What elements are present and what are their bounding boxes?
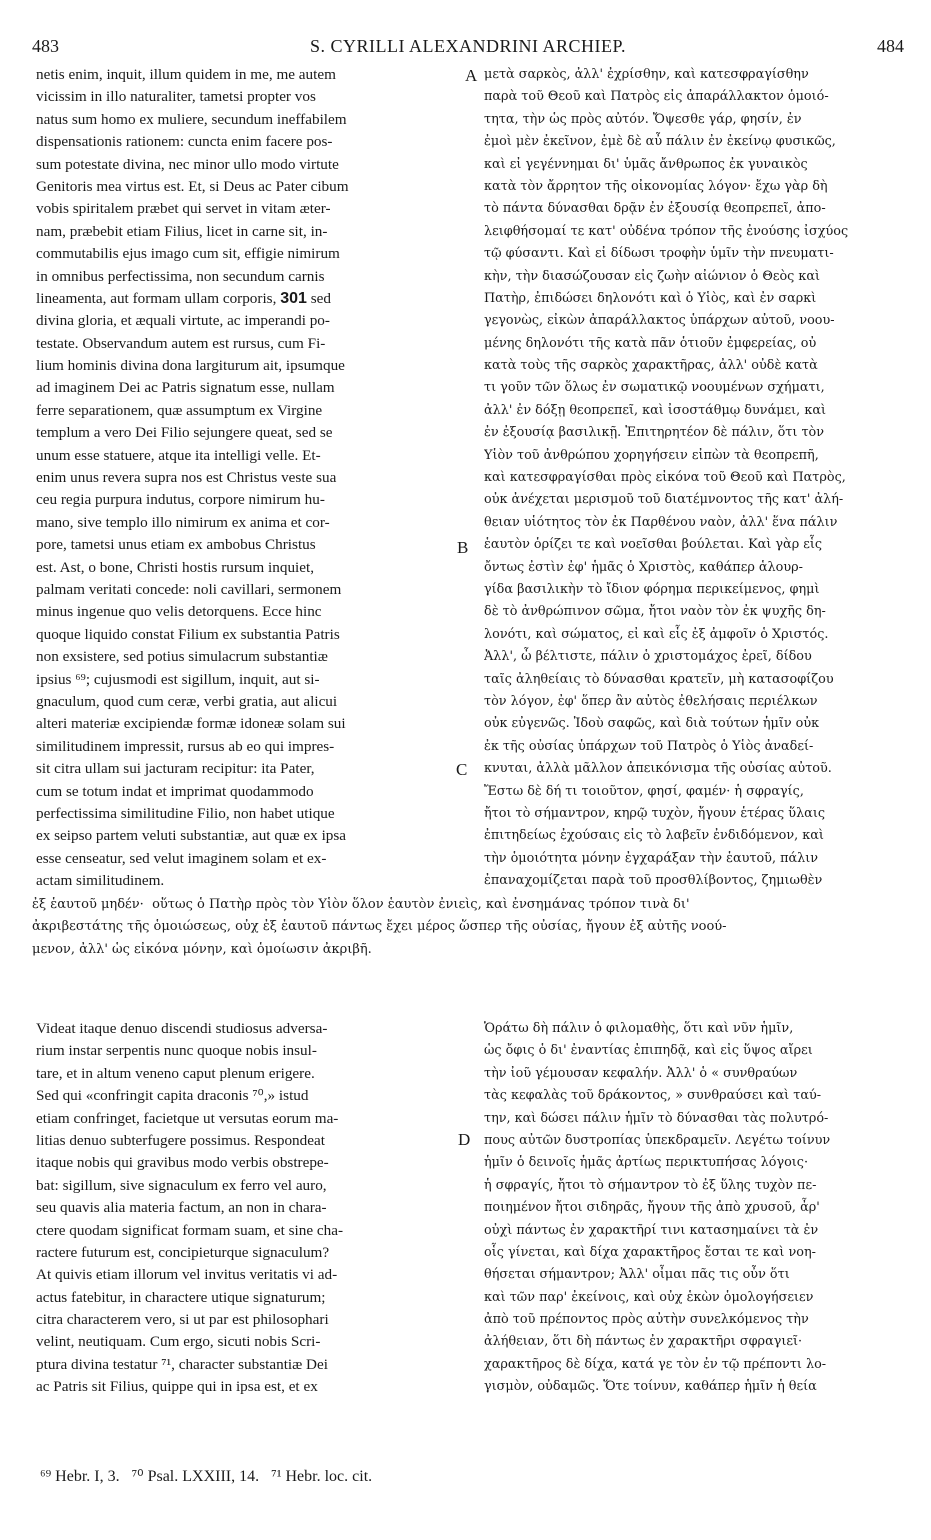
running-header	[32, 36, 904, 60]
latin-text-line: ceu regia purpura indutus, corpore nimirum hu-	[36, 491, 325, 509]
greek-text-line: καὶ τῶν παρ' ἐκείνοις, καὶ οὐχ ἑκὼν ὁμολογήσειεν	[484, 1289, 814, 1305]
section-marker-c: C	[456, 760, 468, 779]
greek-text-line: θειαν υἱότητος τὸν ἐκ Παρθένου ναὸν, ἀλλ' ἕνα πάλιν	[484, 514, 838, 530]
latin-text-line: ex seipso partem veluti substantiæ, aut quæ ex ipsa	[36, 827, 347, 845]
latin-text-line: sum potestate divina, nec minor ullo modo virtute	[36, 155, 339, 173]
greek-text-line: ἑαυτὸν ὁρίζει τε καὶ νοεῖσθαι βούλεται. Καὶ γὰρ εἷς	[484, 537, 823, 553]
latin-text-line: similitudinem impressit, rursus ab eo qui impres-	[36, 737, 335, 755]
footnotes: ⁶⁹ Hebr. I, 3. ⁷⁰ Psal. LXXIII, 14. ⁷¹ Hebr. loc. cit.	[40, 1468, 373, 1485]
latin-text-line: citra characterem vero, si ut par est philosophari	[36, 1311, 329, 1329]
latin-text-line: bat: sigillum, sive signaculum ex ferro vel auro,	[36, 1176, 327, 1194]
latin-text-line: litias denuo subterfugere possimus. Respondeat	[36, 1131, 325, 1149]
latin-text-line: gnaculum, quod cum ceræ, verbi gratia, aut alicui	[36, 692, 338, 710]
greek-text-line: ἡμῖν ὁ δεινοῖς ἡμᾶς ἀρτίως περικτυπήσας λόγοις·	[484, 1155, 809, 1171]
latin-text-line: ac Patris sit Filius, quippe qui in ipsa est, et ex	[36, 1378, 318, 1396]
greek-text-line: ἀλήθειαν, ὅτι δὴ πάντως ἐν χαρακτῆρι σφραγιεῖ·	[484, 1334, 803, 1350]
greek-text-line: ταῖς ἀληθείαις τὸ δύνασθαι κρατεῖν, μὴ κατασοφίζου	[484, 671, 834, 687]
latin-text-line: mano, sive templo illo nimirum ex anima et cor-	[36, 513, 330, 531]
greek-text-line: πους αὐτῶν δυστροπίας ὑπεκδραμεῖν. Λεγέτω τοίνυν	[484, 1132, 831, 1148]
latin-text-line: At quivis etiam illorum vel invitus veritatis vi ad-	[36, 1266, 338, 1284]
latin-text-line: non exsistere, sed potius simulacrum substantiæ	[36, 648, 328, 666]
greek-text-line: θήσεται σήμαντρον; Ἀλλ' οἶμαι πᾶς τις οὖν ὅτι	[484, 1267, 790, 1283]
latin-text-line: pore, tametsi unus etiam ex ambobus Christus	[36, 536, 316, 554]
section-marker-a: A	[465, 66, 478, 85]
greek-text-line: ὡς ὄφις ὁ δι' ἐναντίας ἐπιπηδᾷ, καὶ εἰς ὕψος αἴρει	[484, 1043, 813, 1059]
latin-text-line: seu quavis alia materia factum, an non in chara-	[36, 1199, 327, 1217]
greek-text-line: λονότι, καὶ σώματος, εἰ καὶ εἷς ἐξ ἀμφοῖν ὁ Χριστός.	[484, 626, 829, 642]
latin-text-line: sit citra ullam sui jacturam recipitur: ita Pater,	[36, 760, 315, 778]
latin-text-line: natus sum homo ex muliere, secundum ineffabilem	[36, 110, 347, 128]
page-number-right: 484	[877, 36, 904, 56]
latin-text-line: unum esse statuere, atque ita intelligi velle. Et-	[36, 446, 321, 464]
greek-text-line: μένης δηλονότι τῆς κατὰ πᾶν ὁτιοῦν ἐμφερείας, οὐ	[484, 335, 817, 351]
latin-text-line: rium instar serpentis nunc quoque nobis insul-	[36, 1042, 317, 1060]
latin-text-line: ad imaginem Dei ac Patris signatum esse, nullam	[36, 379, 335, 397]
latin-text-line: nam, præbebit etiam Filius, licet in carne sit, in-	[36, 222, 328, 240]
latin-text-line: templum a vero Dei Filio sejungere queat, sed se	[36, 424, 333, 442]
latin-text-line: actus fatebitur, in charactere utique signaturum;	[36, 1288, 326, 1306]
latin-text-line: in omnibus perfectissima, non secundum carnis	[36, 267, 325, 285]
greek-text-line: ἐπαναχομίζεται παρὰ τοῦ προσθλίβοντος, ζημιωθὲν	[484, 873, 823, 889]
latin-text-line: testate. Observandum autem est rursus, cum Fi-	[36, 334, 326, 352]
lower-latin-column	[36, 1018, 461, 1399]
latin-text-line: divina gloria, et æquali virtute, ac imperandi po-	[36, 312, 330, 330]
latin-text-line: ptura divina testatur ⁷¹, character substantiæ Dei	[36, 1355, 328, 1373]
latin-text-line: Genitoris mea virtus est. Et, si Deus ac Pater cibum	[36, 177, 349, 195]
upper-greek-column	[484, 64, 906, 892]
greek-text-line: καὶ εἰ γεγέννημαι δι' ὑμᾶς ἄνθρωπος ἐκ γυναικὸς	[484, 156, 808, 172]
greek-text-line: γίδα βασιλικὴν τὸ ἴδιον φόρημα περικείμενος, φημὶ	[484, 581, 820, 597]
column-number-301: 301	[280, 289, 307, 307]
greek-text-line: καὶ κατεσφραγίσθαι πρὸς εἰκόνα τοῦ Θεοῦ καὶ Πατρὸς,	[484, 470, 846, 486]
latin-text-line: cum se totum indat et imprimat quodammodo	[36, 782, 314, 800]
greek-text-line: τητα, τὴν ὡς πρὸς αὐτόν. Ὄψεσθε γάρ, φησίν, ἐν	[484, 111, 802, 127]
greek-text-line: οὐκ εὐγενῶς. Ἰδοὺ σαφῶς, καὶ διὰ τούτων ἡμῖν οὐκ	[484, 716, 820, 732]
greek-text-line: τῷ φύσαντι. Καὶ εἰ δίδωσι τροφὴν ὑμῖν τὴν πνευματι-	[484, 246, 834, 262]
latin-text-line: Sed qui «confringit capita draconis ⁷⁰,» istud	[36, 1087, 309, 1105]
latin-text-line: esse censeatur, sed velut imaginem solam et ex-	[36, 849, 327, 867]
latin-text-line: vobis spiritalem præbet qui servet in vitam æter-	[36, 200, 331, 218]
greek-text-line: ἀπὸ τοῦ πρέποντος πρὸς αὐτὴν συνελκόμενος τὴν	[484, 1312, 809, 1328]
latin-text-line: lium hominis divina dona largiturum ait, ipsumque	[36, 357, 345, 375]
greek-text-line: γισμὸν, οὐδαμῶς. Ὅτε τοίνυν, καθάπερ ἡμῖν ἡ θεία	[484, 1379, 817, 1395]
greek-text-line: ἐμοὶ μὲν ἐκεῖνον, ἐμὲ δὲ αὖ πάλιν ἐν ἐκείνῳ φυσικῶς,	[484, 134, 836, 150]
latin-text-line: ipsius ⁶⁹; cujusmodi est sigillum, inquit, aut si-	[36, 670, 320, 688]
greek-text-line: ὄντως ἐστὶν ἐφ' ἡμᾶς ὁ Χριστὸς, καθάπερ ἁλουρ-	[484, 559, 803, 575]
greek-text-line: γεγονὼς, εἰκὼν ἀπαράλλακτος ὑπάρχων αὐτοῦ, νοου-	[484, 313, 835, 329]
latin-text-line: vicissim in illo naturaliter, tametsi propter vos	[36, 88, 316, 106]
greek-text-line: μετὰ σαρκὸς, ἀλλ' ἐχρίσθην, καὶ κατεσφραγίσθην	[484, 67, 809, 82]
greek-text-line: τὴν ἰοῦ γέμουσαν κεφαλήν. Ἀλλ' ὁ « συνθραύων	[484, 1065, 798, 1081]
greek-text-line: τὰς κεφαλὰς τοῦ δράκοντος, » συνθραύσει καὶ ταύ-	[484, 1088, 822, 1104]
greek-text-line: ποιημένον ἤτοι σιδηρᾶς, ἤγουν τῆς ἀπὸ χρυσοῦ, ἆρ'	[484, 1200, 820, 1216]
greek-text-line: τι γοῦν τῶν ὅλως ἐν σωματικῷ νοουμένων σχήματι,	[484, 380, 825, 396]
greek-text-line: τὸν λόγον, ἐφ' ὅπερ ἂν αὐτὸς ἐθελήσαις περιέλκων	[484, 693, 818, 709]
greek-text-line: χαρακτῆρος δὲ δίχα, κατά γε τὸν ἐν τῷ πρέποντι λο-	[484, 1356, 827, 1372]
latin-text-line: alteri materiæ excipiendæ formæ idoneæ solam sui	[36, 715, 346, 733]
greek-text-line: ἀλλ' ἐν δόξῃ θεοπρεπεῖ, καὶ ἰσοστάθμῳ δυνάμει, καὶ	[484, 402, 826, 418]
greek-text-line: λειφθήσομαί τε κατ' οὐδένα τρόπον τῆς ἐνούσης ἰσχύος	[484, 223, 849, 239]
latin-text-line: ferre separationem, quæ assumptum ex Virgine	[36, 401, 323, 419]
greek-text-line: κὴν, τὴν διασώζουσαν εἰς ζωὴν αἰώνιον ὁ Θεὸς καὶ	[484, 268, 821, 284]
greek-text-line: ἐκ τῆς οὐσίας ὑπάρχων τοῦ Πατρὸς ὁ Υἱὸς ἀναδεί-	[484, 738, 814, 754]
greek-text-line: κατὰ τοὺς τῆς σαρκὸς χαρακτῆρας, ἀλλ' οὐδὲ κατὰ	[484, 358, 818, 374]
greek-text-line: οὐκ ἀνέχεται μερισμοῦ τοῦ διατέμνοντος τῆς κατ' ἀλή-	[484, 492, 844, 508]
latin-text-line: tare, et in altum veneno caput plenum erigere.	[36, 1064, 315, 1082]
greek-text-line: ἐπιτηδείως ἐχούσαις εἰς τὸ λαβεῖν ἐνδιδόμενον, καὶ	[484, 828, 824, 844]
latin-text-line: est. Ast, o bone, Christi hostis rursum inquiet,	[36, 558, 315, 576]
greek-text-line: μενον, ἀλλ' ὡς εἰκόνα μόνην, καὶ ὁμοίωσιν ἀκριβῆ.	[32, 941, 372, 957]
greek-text-line: Ὁράτω δὴ πάλιν ὁ φιλομαθὴς, ὅτι καὶ νῦν ἡμῖν,	[484, 1021, 794, 1036]
latin-text-line: Videat itaque denuo discendi studiosus adversa-	[36, 1020, 328, 1037]
latin-text-line: perfectissima similitudine Filio, non habet utique	[36, 804, 335, 822]
lower-greek-column	[484, 1018, 906, 1399]
greek-text-line: Υἱὸν τοῦ ἀνθρώπου χορηγήσειν εἰπὼν τὰ θεοπρεπῆ,	[484, 447, 819, 463]
greek-text-line: οὐχὶ πάντως ἐν χαρακτῆρί τινι κατασημαίνει τὰ ἐν	[484, 1222, 819, 1238]
latin-text-line: itaque nobis qui gravibus modo verbis obstrepe-	[36, 1154, 329, 1172]
greek-text-line: τὸ πάντα δύνασθαι δρᾷν ἐν ἐξουσίᾳ θεοπρεπεῖ, ἀπο-	[484, 201, 826, 217]
greek-text-line: δὲ τὸ ἀνθρώπινον σῶμα, ἤτοι ναὸν τὸν ἐκ ψυχῆς δη-	[484, 604, 826, 620]
page-number-left: 483	[32, 36, 59, 56]
greek-text-line: ἤτοι τὸ σήμαντρον, κηρῷ τυχὸν, ἤγουν ἑτέρας ὕλαις	[484, 805, 826, 821]
greek-text-line: Πατὴρ, ἐπιδώσει δηλονότι καὶ ὁ Υἱὸς, καὶ ἐν σαρκὶ	[484, 290, 817, 306]
greek-text-line: οἷς γίνεται, καὶ δίχα χαρακτῆρος ἔσται τε καὶ νοη-	[484, 1244, 816, 1260]
latin-text-line: etiam confringet, facietque ut versutas eorum ma-	[36, 1109, 339, 1127]
full-width-greek-text	[32, 894, 906, 961]
greek-text-line: Ἔστω δὲ δή τι τοιοῦτον, φησί, φαμέν· ἡ σφραγίς,	[484, 783, 804, 799]
latin-text-line: netis enim, inquit, illum quidem in me, me autem	[36, 66, 336, 83]
greek-text-line: ἡ σφραγίς, ἤτοι τὸ σήμαντρον τὸ ἐξ ὕλης τυχὸν πε-	[484, 1177, 817, 1193]
latin-text-line: actam similitudinem.	[36, 872, 165, 890]
running-title: S. CYRILLI ALEXANDRINI ARCHIEP.	[309, 36, 626, 56]
latin-text-line: lineamenta, aut formam ullam corporis, 301 sed	[36, 289, 331, 307]
section-marker-d: D	[458, 1130, 471, 1149]
greek-text-line: παρὰ τοῦ Θεοῦ καὶ Πατρὸς εἰς ἀπαράλλακτον ὁμοιό-	[484, 89, 829, 105]
greek-text-line: Ἀλλ', ὦ βέλτιστε, πάλιν ὁ χριστομάχος ἐρεῖ, δίδου	[484, 649, 812, 665]
upper-latin-column	[36, 64, 461, 892]
greek-text-line: ἐν ἐξουσίᾳ βασιλικῇ. Ἐπιτηρητέον δὲ πάλιν, ὅτι τὸν	[484, 425, 825, 441]
greek-text-line: την, καὶ δώσει πάλιν ἡμῖν τὸ δύνασθαι τὰς πολυτρό-	[484, 1110, 829, 1126]
greek-text-line: ἐξ ἑαυτοῦ μηδέν· οὕτως ὁ Πατὴρ πρὸς τὸν Υἱὸν ὅλον ἑαυτὸν ἐνιεὶς, καὶ ἐνσημάνας τρόπον τινὰ δι'	[32, 897, 690, 912]
latin-text-line: ctere quodam significat formam suam, et sine cha-	[36, 1221, 344, 1239]
latin-text-line: velint, neutiquam. Cum ergo, sicuti nobis Scri-	[36, 1333, 321, 1351]
greek-text-line: ἀκριβεστάτης τῆς ὁμοιώσεως, οὐχ ἐξ ἑαυτοῦ πάντως ἔχει μέρος ὥσπερ τῆς οὐσίας, ἤγουν ἐξ αὐτῆς νοού-	[32, 919, 727, 935]
latin-text-line: minus ingenue quo velis detorquens. Ecce hinc	[36, 603, 322, 621]
latin-text-line: dispensationis rationem: cuncta enim facere pos-	[36, 133, 333, 151]
latin-text-line: quoque liquido constat Filium ex substantia Patris	[36, 625, 340, 643]
section-marker-b: B	[457, 538, 469, 557]
greek-text-line: κνυται, ἀλλὰ μᾶλλον ἀπεικόνισμα τῆς οὐσίας αὐτοῦ.	[484, 761, 832, 777]
greek-text-line: κατὰ τὸν ἄρρητον τῆς οἰκονομίας λόγον· ἔχω γὰρ δὴ	[484, 178, 828, 194]
latin-text-line: ractere futurum est, concipieturque signaculum?	[36, 1243, 330, 1261]
latin-text-line: palmam veritati concede: noli cavillari, sermonem	[36, 580, 342, 598]
greek-text-line: τὴν ὁμοιότητα μόνην ἐγχαράξαν τὴν ἑαυτοῦ, πάλιν	[484, 850, 819, 866]
latin-text-line: enim unus revera supra nos est Christus veste sua	[36, 469, 337, 487]
latin-text-line: commutabilis ejus imago cum sit, effigie nimirum	[36, 245, 340, 263]
